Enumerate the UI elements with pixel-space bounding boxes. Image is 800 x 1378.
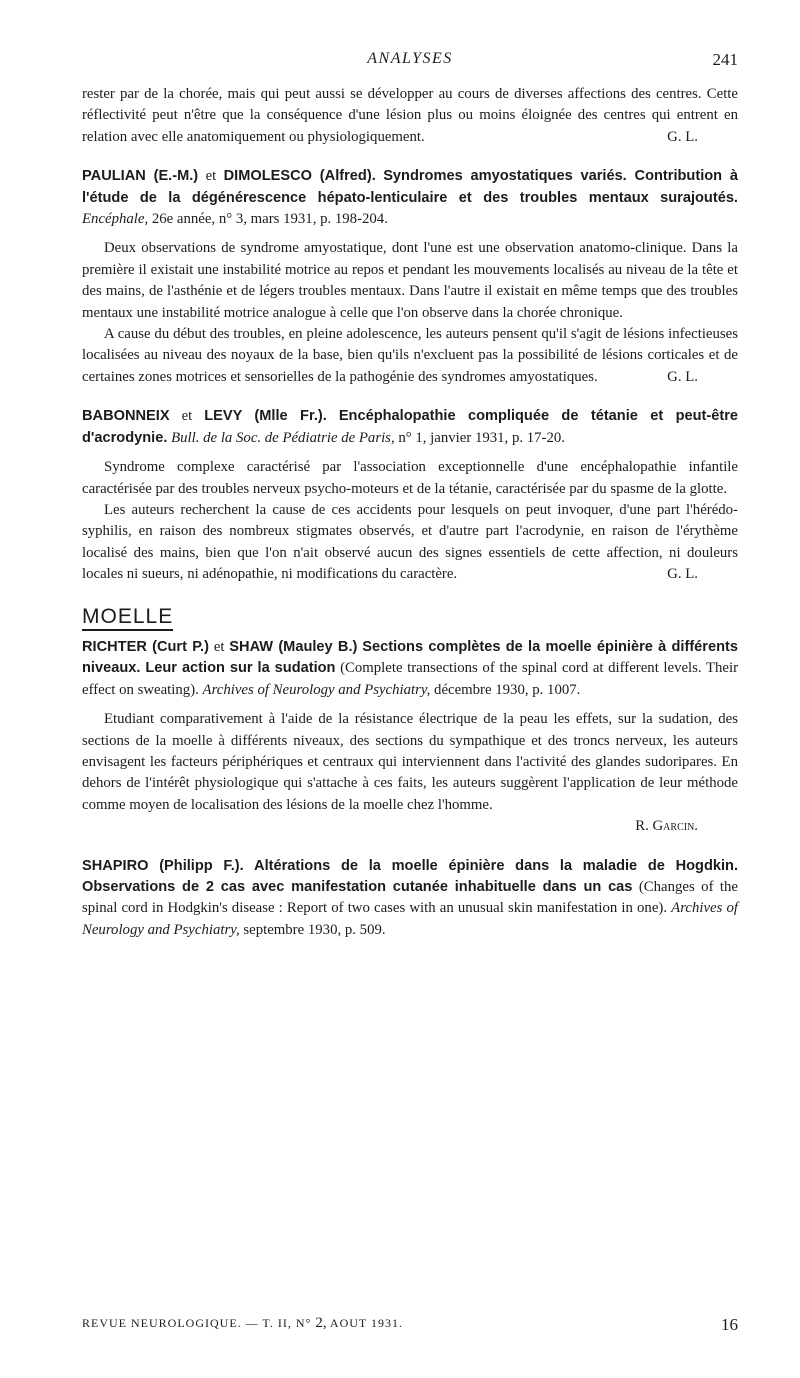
- citation-details: septembre 1930, p. 509.: [243, 921, 386, 938]
- abstract-entry: [82, 637, 738, 838]
- abstract-paragraph: Etudiant comparativement à l'aide de la résistance électrique de la peau les effets, sur la sudation, des sections de la moelle à différents niveaux, des sections du sympathique et des troncs nerveux, les auteurs envisagent les facteurs périphériques et centraux qui interviennent dans l'activité des glandes sudoripares. En dehors de l'intérêt physiologique qui s'attache à ces faits, les auteurs suggèrent l'application de leur méthode comme moyen de localisation des lésions de la moelle chez l'homme.: [82, 711, 738, 813]
- abstract-paragraph: [82, 324, 738, 388]
- citation: [82, 637, 738, 701]
- journal-name: Bull. de la Soc. de Pédiatrie de Paris,: [171, 429, 395, 446]
- author: LEVY (Mlle Fr.).: [204, 408, 327, 425]
- article-title: Syndromes amyostatiques variés. Contribution à l'étude de la dégénérescence hépato-lenticulaire et des troubles mentaux surajoutés.: [82, 168, 738, 206]
- author: SHAPIRO (Philipp F.).: [82, 857, 244, 874]
- page-number: 241: [712, 50, 738, 69]
- running-title: ANALYSES: [367, 50, 453, 67]
- journal-line: REVUE NEUROLOGIQUE. — T. II, N°: [82, 1316, 312, 1330]
- article-title: Encéphalopathie compliquée de tétanie et peut-être d'acrodynie.: [82, 408, 739, 446]
- citation-details: 26e année, n° 3, mars 1931, p. 198-204.: [151, 211, 388, 228]
- abstract-paragraph: [82, 500, 738, 586]
- sheet-number: 16: [721, 1315, 738, 1334]
- author: DIMOLESCO (Alfred).: [223, 168, 376, 185]
- journal-name: Archives of Neurology and Psychiatry,: [82, 900, 738, 938]
- journal-name: Encéphale,: [82, 211, 149, 228]
- continued-paragraph: [82, 84, 738, 148]
- page-footer: [82, 1315, 738, 1335]
- abstract-entry: [82, 856, 738, 942]
- abstract-text: Les auteurs recherchent la cause de ces accidents pour lesquels on peut invoquer, d'une part l'hérédo-syphilis, en raison des nombreux stigmates observés, et d'autre part l'acrodynie, en raison de l'érythème localisé des mains, bien que l'on n'ait observé aucun des signes essentiels de cette affection, ni douleurs locales ni sueurs, ni adénopathie, ni modifications du caractère.: [82, 501, 738, 583]
- conjunction: et: [205, 168, 217, 185]
- article-title: Altérations de la moelle épinière dans la maladie de Hogdkin. Observations de 2 cas avec manifestation cutanée inhabituelle dans un cas: [82, 857, 739, 895]
- signature: R. Garcin.: [635, 818, 698, 835]
- signature: G. L.: [667, 368, 698, 385]
- abstract-entry: [82, 406, 738, 585]
- author: PAULIAN (E.-M.): [82, 168, 199, 185]
- running-header: [82, 50, 738, 70]
- section-heading: [82, 606, 738, 627]
- author: RICHTER (Curt P.): [82, 638, 209, 655]
- english-title: (Complete transections of the spinal cord at different levels. Their effect on sweating).: [82, 660, 738, 698]
- author: BABONNEIX: [82, 408, 170, 425]
- issue-date: AOUT 1931.: [329, 1316, 404, 1330]
- signature: G. L.: [667, 128, 698, 145]
- citation: [82, 166, 738, 230]
- page-body: [82, 84, 738, 941]
- english-title: (Changes of the spinal cord in Hodgkin's disease : Report of two cases with an unusual skin manifestation in one).: [82, 879, 739, 917]
- article-title: Sections complètes de la moelle épinière à différents niveaux. Leur action sur la sudation: [82, 638, 738, 677]
- citation: [82, 856, 738, 942]
- citation-details: décembre 1930, p. 1007.: [434, 681, 581, 698]
- abstract-paragraph: Syndrome complexe caractérisé par l'association exceptionnelle d'une encéphalopathie infantile caractérisée par des troubles nerveux psycho-moteurs et de la tétanie, caractérisée par du spasme de la glotte.: [82, 459, 738, 497]
- citation: [82, 406, 738, 449]
- issue-number: 2,: [315, 1315, 327, 1331]
- journal-footer: [82, 1315, 403, 1332]
- abstract-paragraph: Deux observations de syndrome amyostatique, dont l'une est une observation anatomo-clinique. Dans la première il existait une instabilité motrice au repos et pendant les mouvements localisés au niveau de la tête et des mains, de l'asthénie et de légers troubles mentaux. Dans l'autre il existait en même temps que des troubles mentaux une instabilité motrice analogue à celle que l'on observe dans la chorée chronique.: [82, 240, 738, 321]
- journal-name: Archives of Neurology and Psychiatry,: [202, 681, 431, 698]
- conjunction: et: [181, 408, 193, 425]
- author: SHAW (Mauley B.): [229, 638, 358, 655]
- abstract-entry: [82, 166, 738, 388]
- continued-text: rester par de la chorée, mais qui peut aussi se développer au cours de diverses affections des centres. Cette réflectivité peut n'être que la conséquence d'une lésion plus ou moins éloignée des centres qui entrent en relation avec elle anatomiquement ou physiologiquement.: [82, 86, 738, 145]
- abstract-text: A cause du début des troubles, en pleine adolescence, les auteurs pensent qu'il s'agit de lésions infectieuses localisées au niveau des noyaux de la base, bien qu'ils n'excluent pas la possibilité de lésions corticales et de certaines zones motrices et sensorielles de la pathogénie des syndromes amyostatiques.: [82, 326, 738, 385]
- conjunction: et: [213, 638, 225, 655]
- signature: G. L.: [667, 566, 698, 583]
- section-title: MOELLE: [82, 605, 173, 631]
- citation-details: n° 1, janvier 1931, p. 17-20.: [398, 429, 565, 446]
